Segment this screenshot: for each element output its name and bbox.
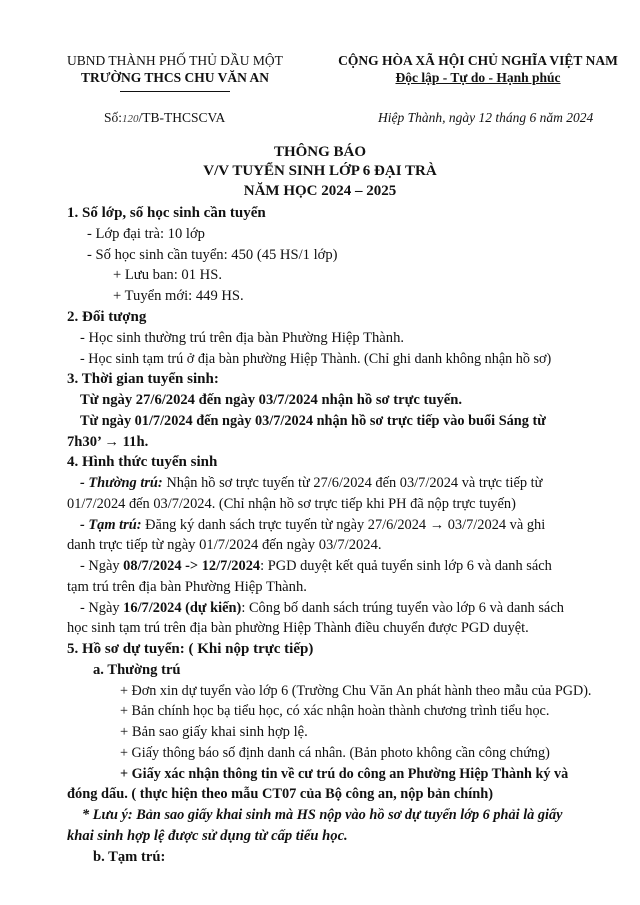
text-line: đóng dấu. ( thực hiện theo mẫu CT07 của Bộ công an, nộp bản chính) [67,786,494,802]
section-2-heading: 2. Đối tượng [67,309,147,325]
text-line: học sinh tạm trú trên địa bàn phường Hiệp Thành điều chuyển được PGD duyệt. [67,620,529,636]
section-1-heading: 1. Số lớp, số học sinh cần tuyển [67,205,266,221]
text-line: - Học sinh tạm trú ở địa bàn phường Hiệp Thành. (Chỉ ghi danh không nhận hồ sơ) [80,351,552,367]
country-motto: Độc lập - Tự do - Hạnh phúc [395,70,561,85]
text-line: - Số học sinh cần tuyển: 450 (45 HS/1 lớp) [87,247,338,263]
country-title: CỘNG HÒA XÃ HỘI CHỦ NGHĨA VIỆT NAM [338,53,618,68]
text-line: + Tuyển mới: 449 HS. [113,288,244,304]
note-line: khai sinh hợp lệ được sử dụng từ cấp tiểu học. [67,828,348,844]
text-line: Từ ngày 27/6/2024 đến ngày 03/7/2024 nhận hồ sơ trực tuyến. [80,392,462,408]
text-line: 01/7/2024 đến 03/7/2024. (Chỉ nhận hồ sơ trực tiếp khi PH đã nộp trực tuyến) [67,496,516,512]
text-line: - Tạm trú: Đăng ký danh sách trực tuyến từ ngày 27/6/2024 → 03/7/2024 và ghi [80,517,546,533]
text-line: danh trực tiếp từ ngày 01/7/2024 đến ngày 03/7/2024. [67,537,382,553]
text-line: tạm trú trên địa bàn Phường Hiệp Thành. [67,579,307,595]
agency-name: UBND THÀNH PHỐ THỦ DẦU MỘT [67,53,283,68]
text-line: + Bản chính học bạ tiểu học, có xác nhận hoàn thành chương trình tiểu học. [120,703,550,719]
subsection-a-heading: a. Thường trú [93,662,181,678]
text-line: - Ngày 08/7/2024 -> 12/7/2024: PGD duyệt kết quả tuyển sinh lớp 6 và danh sách [80,558,552,574]
subsection-b-heading: b. Tạm trú: [93,849,166,865]
doc-subtitle: V/V TUYỂN SINH LỚP 6 ĐẠI TRÀ [203,163,437,179]
reference-number: Số:120/TB-THCSCVA [104,110,226,125]
section-4-heading: 4. Hình thức tuyển sinh [67,454,218,470]
text-line: - Lớp đại trà: 10 lớp [87,226,205,242]
text-line: - Ngày 16/7/2024 (dự kiến): Công bố danh sách trúng tuyển vào lớp 6 và danh sách [80,600,564,616]
text-line: - Thường trú: Nhận hồ sơ trực tuyến từ 27/6/2024 đến 03/7/2024 và trực tiếp từ [80,475,543,491]
issue-date: Hiệp Thành, ngày 12 tháng 6 năm 2024 [378,110,594,125]
text-line: Từ ngày 01/7/2024 đến ngày 03/7/2024 nhận hồ sơ trực tiếp vào buổi Sáng từ [80,413,546,429]
text-line: 7h30’ → 11h. [67,434,149,450]
doc-title: THÔNG BÁO [273,144,367,160]
reference-handwritten-number: 120 [122,113,139,125]
section-5-heading: 5. Hồ sơ dự tuyển: ( Khi nộp trực tiếp) [67,641,314,657]
text-line: + Giấy thông báo số định danh cá nhân. (Bản photo không cần công chứng) [120,745,550,761]
section-3-heading: 3. Thời gian tuyển sinh: [67,371,219,387]
text-line: + Đơn xin dự tuyển vào lớp 6 (Trường Chu Văn An phát hành theo mẫu của PGD). [120,683,592,699]
note-line: * Lưu ý: Bản sao giấy khai sinh mà HS nộp vào hồ sơ dự tuyển lớp 6 phải là giấy [82,807,563,823]
text-line: + Lưu ban: 01 HS. [113,267,222,283]
doc-school-year: NĂM HỌC 2024 – 2025 [243,183,397,199]
text-line: - Học sinh thường trú trên địa bàn Phường Hiệp Thành. [80,330,405,346]
text-line: + Bản sao giấy khai sinh hợp lệ. [120,724,308,740]
school-name: TRƯỜNG THCS CHU VĂN AN [80,70,270,85]
text-line: + Giấy xác nhận thông tin về cư trú do công an Phường Hiệp Thành ký và [120,766,569,782]
